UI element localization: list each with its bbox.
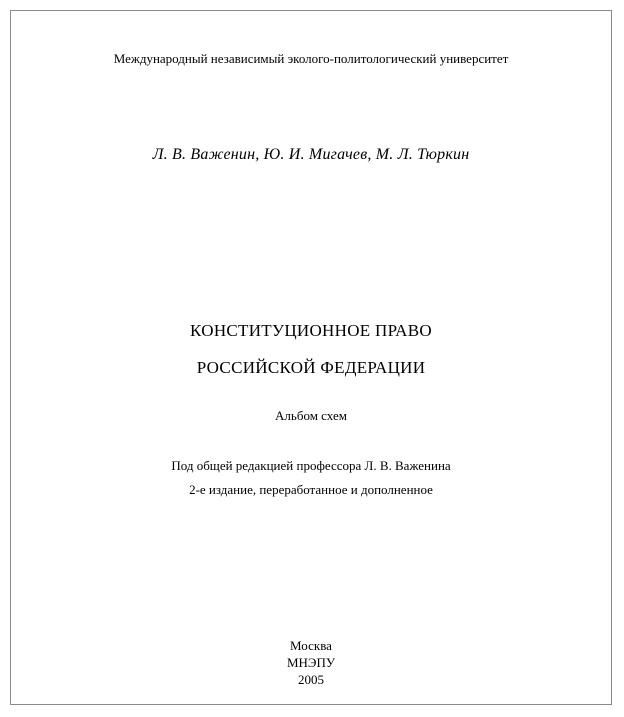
- title-page: [10, 10, 612, 705]
- book-title-line-2: РОССИЙСКОЙ ФЕДЕРАЦИИ: [196, 358, 426, 377]
- edition-note: 2-е издание, переработанное и дополненное: [189, 482, 433, 497]
- institution-name: Международный независимый эколого-политологический университет: [113, 51, 509, 66]
- publication-city: Москва: [290, 638, 332, 653]
- book-title-line-1: КОНСТИТУЦИОННОЕ ПРАВО: [190, 321, 432, 340]
- publisher-name: МНЭПУ: [286, 655, 336, 670]
- authors: Л. В. Важенин, Ю. И. Мигачев, М. Л. Тюркин: [152, 146, 470, 163]
- publication-year: 2005: [298, 672, 324, 687]
- editor-credit: Под общей редакцией профессора Л. В. Важенина: [171, 458, 451, 473]
- book-subtitle: Альбом схем: [275, 408, 347, 423]
